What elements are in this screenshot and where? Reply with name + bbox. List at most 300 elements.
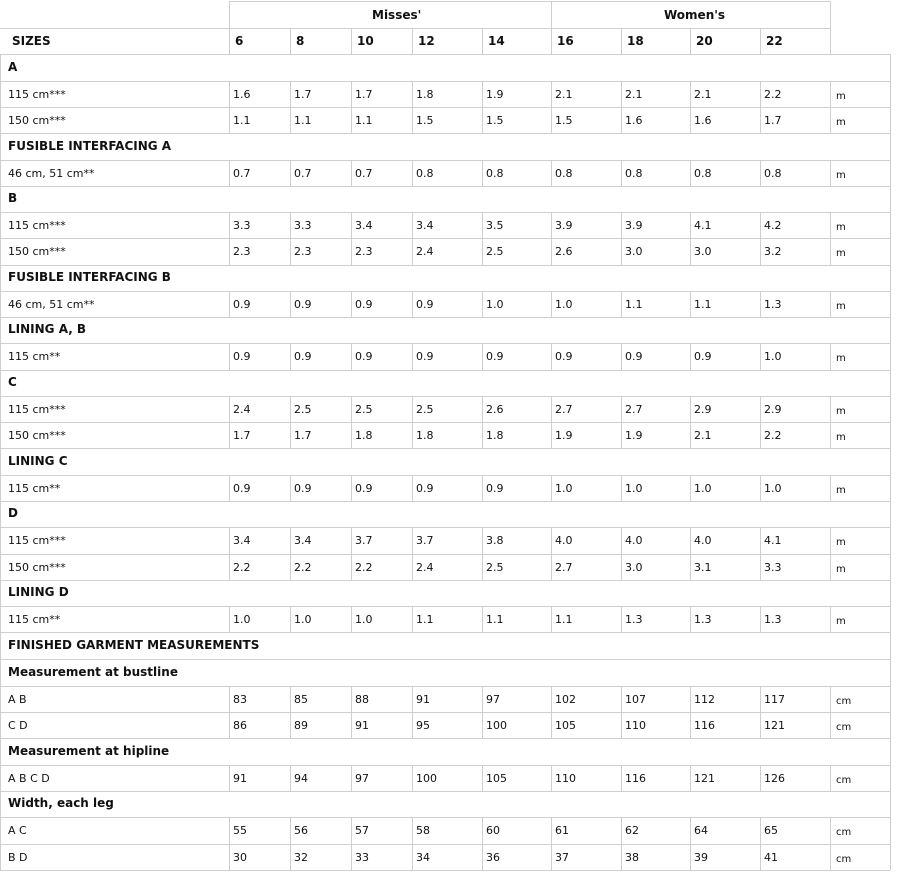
table-cell-value: 0.8	[625, 167, 643, 180]
table-cell-value: 3.4	[416, 219, 434, 232]
grid-line	[551, 606, 552, 632]
table-cell-value: 1.0	[294, 613, 312, 626]
table-cell-value: 4.0	[694, 534, 712, 547]
table-cell-value: 1.7	[355, 88, 373, 101]
table-cell-value: 3.2	[764, 245, 782, 258]
unit-label: m	[836, 117, 846, 128]
grid-line	[760, 606, 761, 632]
grid-line	[412, 422, 413, 448]
grid-line	[830, 107, 831, 133]
grid-line	[351, 212, 352, 238]
unit-label: m	[836, 248, 846, 259]
grid-line	[830, 238, 831, 265]
unit-label: cm	[836, 775, 852, 786]
section-heading: Width, each leg	[8, 796, 114, 810]
grid-line	[830, 212, 831, 238]
grid-line	[290, 291, 291, 317]
table-cell-value: 3.3	[233, 219, 251, 232]
grid-line	[482, 343, 483, 370]
table-cell-value: 100	[416, 772, 437, 785]
grid-line	[229, 527, 230, 554]
grid-line	[690, 238, 691, 265]
grid-line	[690, 396, 691, 422]
table-cell-value: 1.0	[486, 298, 504, 311]
grid-line	[760, 291, 761, 317]
table-cell-value: 4.0	[625, 534, 643, 547]
grid-line	[760, 712, 761, 738]
grid-line	[412, 28, 413, 54]
row-label: B D	[8, 851, 28, 864]
table-cell-value: 2.2	[764, 429, 782, 442]
grid-line	[482, 527, 483, 554]
table-cell-value: 0.9	[294, 350, 312, 363]
table-cell-value: 97	[355, 772, 369, 785]
grid-line	[690, 712, 691, 738]
section-heading: C	[8, 375, 17, 389]
table-cell-value: 0.9	[486, 482, 504, 495]
table-cell-value: 64	[694, 824, 708, 837]
grid-line	[290, 238, 291, 265]
grid-line	[0, 370, 890, 371]
grid-line	[0, 738, 890, 739]
table-cell-value: 0.9	[694, 350, 712, 363]
table-cell-value: 60	[486, 824, 500, 837]
table-cell-value: 56	[294, 824, 308, 837]
grid-line	[760, 396, 761, 422]
row-label: 46 cm, 51 cm**	[8, 298, 95, 311]
grid-line	[290, 765, 291, 791]
grid-line	[621, 686, 622, 712]
table-cell-value: 1.0	[233, 613, 251, 626]
grid-line	[482, 238, 483, 265]
table-cell-value: 1.5	[555, 114, 573, 127]
table-cell-value: 0.9	[416, 482, 434, 495]
table-cell-value: 3.1	[694, 561, 712, 574]
table-cell-value: 2.5	[294, 403, 312, 416]
grid-line	[351, 160, 352, 186]
grid-line	[229, 81, 230, 107]
size-header: 6	[235, 34, 244, 48]
table-cell-value: 62	[625, 824, 639, 837]
table-cell-value: 0.9	[294, 482, 312, 495]
grid-line	[621, 160, 622, 186]
table-cell-value: 1.3	[764, 613, 782, 626]
table-cell-value: 0.9	[355, 350, 373, 363]
table-cell-value: 2.1	[694, 429, 712, 442]
table-cell-value: 0.9	[555, 350, 573, 363]
table-cell-value: 1.0	[555, 482, 573, 495]
table-cell-value: 0.8	[416, 167, 434, 180]
grid-line	[412, 686, 413, 712]
table-cell-value: 116	[694, 719, 715, 732]
grid-line	[482, 475, 483, 501]
grid-line	[351, 844, 352, 870]
grid-line	[690, 81, 691, 107]
table-cell-value: 58	[416, 824, 430, 837]
table-cell-value: 105	[486, 772, 507, 785]
sizes-label: SIZES	[12, 34, 51, 48]
grid-line	[760, 554, 761, 580]
table-cell-value: 0.9	[233, 298, 251, 311]
table-cell-value: 117	[764, 693, 785, 706]
table-cell-value: 2.2	[294, 561, 312, 574]
table-cell-value: 1.0	[764, 350, 782, 363]
table-cell-value: 1.1	[355, 114, 373, 127]
grid-line	[229, 422, 230, 448]
grid-line	[621, 238, 622, 265]
grid-line	[229, 1, 830, 2]
row-label: C D	[8, 719, 28, 732]
grid-line	[690, 554, 691, 580]
grid-line	[482, 291, 483, 317]
grid-line	[412, 475, 413, 501]
section-heading: Measurement at hipline	[8, 744, 170, 758]
grid-line	[290, 107, 291, 133]
grid-line	[0, 133, 890, 134]
grid-line	[830, 606, 831, 632]
table-cell-value: 1.9	[625, 429, 643, 442]
table-cell-value: 116	[625, 772, 646, 785]
table-cell-value: 2.2	[233, 561, 251, 574]
grid-line	[0, 501, 890, 502]
table-cell-value: 86	[233, 719, 247, 732]
grid-line	[760, 422, 761, 448]
grid-line	[229, 291, 230, 317]
grid-line	[0, 448, 890, 449]
size-header: 14	[488, 34, 505, 48]
table-cell-value: 4.1	[764, 534, 782, 547]
grid-line	[290, 81, 291, 107]
grid-line	[351, 343, 352, 370]
grid-line	[621, 712, 622, 738]
table-cell-value: 32	[294, 851, 308, 864]
grid-line	[621, 554, 622, 580]
grid-line	[0, 81, 890, 82]
table-cell-value: 110	[555, 772, 576, 785]
size-header: 18	[627, 34, 644, 48]
grid-line	[0, 317, 890, 318]
table-cell-value: 91	[416, 693, 430, 706]
row-label: A B C D	[8, 772, 50, 785]
grid-line	[551, 422, 552, 448]
grid-line	[760, 28, 761, 54]
grid-line	[412, 212, 413, 238]
table-cell-value: 3.7	[416, 534, 434, 547]
table-cell-value: 121	[694, 772, 715, 785]
table-cell-value: 100	[486, 719, 507, 732]
table-cell-value: 1.7	[764, 114, 782, 127]
grid-line	[412, 396, 413, 422]
unit-label: m	[836, 91, 846, 102]
table-cell-value: 2.5	[355, 403, 373, 416]
table-cell-value: 0.9	[233, 350, 251, 363]
grid-line	[412, 712, 413, 738]
grid-line	[290, 396, 291, 422]
table-cell-value: 0.9	[355, 482, 373, 495]
row-label: 150 cm***	[8, 429, 66, 442]
grid-line	[412, 81, 413, 107]
grid-line	[760, 160, 761, 186]
grid-line	[351, 712, 352, 738]
table-cell-value: 1.6	[694, 114, 712, 127]
table-cell-value: 3.9	[555, 219, 573, 232]
table-cell-value: 1.0	[355, 613, 373, 626]
table-cell-value: 41	[764, 851, 778, 864]
unit-label: m	[836, 353, 846, 364]
grid-line	[551, 107, 552, 133]
grid-line	[0, 554, 890, 555]
table-cell-value: 3.4	[355, 219, 373, 232]
grid-line	[0, 765, 890, 766]
grid-line	[290, 475, 291, 501]
table-cell-value: 1.8	[355, 429, 373, 442]
grid-line	[690, 212, 691, 238]
unit-label: m	[836, 170, 846, 181]
grid-line	[690, 527, 691, 554]
table-cell-value: 2.2	[355, 561, 373, 574]
table-cell-value: 2.4	[416, 245, 434, 258]
size-header: 8	[296, 34, 305, 48]
table-cell-value: 0.9	[355, 298, 373, 311]
table-cell-value: 1.0	[694, 482, 712, 495]
grid-line	[551, 160, 552, 186]
grid-line	[412, 844, 413, 870]
table-cell-value: 1.5	[486, 114, 504, 127]
grid-line	[412, 343, 413, 370]
grid-line	[621, 765, 622, 791]
table-cell-value: 0.8	[764, 167, 782, 180]
table-cell-value: 2.1	[625, 88, 643, 101]
table-cell-value: 2.7	[555, 561, 573, 574]
table-cell-value: 3.7	[355, 534, 373, 547]
grid-line	[351, 686, 352, 712]
grid-line	[830, 396, 831, 422]
grid-line	[290, 817, 291, 844]
grid-line	[229, 238, 230, 265]
grid-line	[0, 606, 890, 607]
grid-line	[551, 343, 552, 370]
grid-line	[229, 606, 230, 632]
grid-line	[760, 765, 761, 791]
table-cell-value: 33	[355, 851, 369, 864]
grid-line	[229, 107, 230, 133]
table-cell-value: 126	[764, 772, 785, 785]
grid-line	[621, 475, 622, 501]
table-cell-value: 2.9	[764, 403, 782, 416]
grid-line	[621, 291, 622, 317]
grid-line	[482, 712, 483, 738]
grid-line	[412, 765, 413, 791]
grid-line	[412, 527, 413, 554]
grid-line	[760, 238, 761, 265]
group-header-misses: Misses'	[372, 8, 422, 22]
section-heading: A	[8, 60, 18, 74]
grid-line	[551, 712, 552, 738]
grid-line	[0, 712, 890, 713]
table-cell-value: 0.8	[555, 167, 573, 180]
grid-line	[0, 54, 890, 55]
grid-line	[890, 54, 891, 870]
grid-line	[551, 844, 552, 870]
size-header: 22	[766, 34, 783, 48]
row-label: 150 cm***	[8, 114, 66, 127]
table-cell-value: 1.8	[416, 429, 434, 442]
grid-line	[690, 765, 691, 791]
grid-line	[621, 107, 622, 133]
table-cell-value: 1.1	[294, 114, 312, 127]
table-cell-value: 3.9	[625, 219, 643, 232]
table-cell-value: 3.3	[764, 561, 782, 574]
grid-line	[0, 686, 890, 687]
grid-line	[760, 343, 761, 370]
grid-line	[482, 765, 483, 791]
grid-line	[690, 686, 691, 712]
grid-line	[551, 475, 552, 501]
grid-line	[760, 107, 761, 133]
grid-line	[690, 817, 691, 844]
grid-line	[0, 265, 890, 266]
grid-line	[0, 527, 890, 528]
row-label: 115 cm**	[8, 350, 61, 363]
size-header: 16	[557, 34, 574, 48]
grid-line	[412, 291, 413, 317]
table-cell-value: 1.1	[416, 613, 434, 626]
table-cell-value: 88	[355, 693, 369, 706]
grid-line	[830, 1, 831, 54]
table-cell-value: 37	[555, 851, 569, 864]
grid-line	[412, 107, 413, 133]
grid-line	[0, 54, 1, 870]
row-label: 115 cm***	[8, 403, 66, 416]
grid-line	[0, 238, 890, 239]
grid-line	[760, 527, 761, 554]
table-cell-value: 83	[233, 693, 247, 706]
table-cell-value: 0.9	[294, 298, 312, 311]
table-cell-value: 2.9	[694, 403, 712, 416]
table-cell-value: 2.4	[233, 403, 251, 416]
grid-line	[351, 554, 352, 580]
grid-line	[0, 580, 890, 581]
table-cell-value: 0.9	[625, 350, 643, 363]
grid-line	[760, 686, 761, 712]
grid-line	[482, 844, 483, 870]
table-cell-value: 1.1	[555, 613, 573, 626]
grid-line	[551, 212, 552, 238]
grid-line	[229, 343, 230, 370]
table-cell-value: 2.1	[694, 88, 712, 101]
grid-line	[351, 291, 352, 317]
row-label: A B	[8, 693, 27, 706]
grid-line	[830, 527, 831, 554]
table-cell-value: 1.0	[555, 298, 573, 311]
row-label: 115 cm***	[8, 88, 66, 101]
table-cell-value: 0.7	[233, 167, 251, 180]
size-header: 20	[696, 34, 713, 48]
grid-line	[351, 28, 352, 54]
table-cell-value: 30	[233, 851, 247, 864]
table-cell-value: 2.3	[355, 245, 373, 258]
table-cell-value: 3.3	[294, 219, 312, 232]
section-heading: FUSIBLE INTERFACING B	[8, 270, 171, 284]
unit-label: cm	[836, 722, 852, 733]
grid-line	[412, 817, 413, 844]
table-cell-value: 1.9	[486, 88, 504, 101]
grid-line	[229, 712, 230, 738]
grid-line	[830, 817, 831, 844]
table-cell-value: 4.1	[694, 219, 712, 232]
section-heading: FINISHED GARMENT MEASUREMENTS	[8, 638, 260, 652]
table-cell-value: 3.0	[625, 561, 643, 574]
grid-line	[760, 212, 761, 238]
unit-label: m	[836, 301, 846, 312]
table-cell-value: 112	[694, 693, 715, 706]
grid-line	[551, 396, 552, 422]
table-cell-value: 1.1	[625, 298, 643, 311]
grid-line	[351, 422, 352, 448]
grid-line	[229, 160, 230, 186]
grid-line	[0, 343, 890, 344]
table-cell-value: 61	[555, 824, 569, 837]
grid-line	[290, 844, 291, 870]
size-header: 10	[357, 34, 374, 48]
table-cell-value: 2.4	[416, 561, 434, 574]
table-cell-value: 1.0	[764, 482, 782, 495]
table-cell-value: 0.7	[294, 167, 312, 180]
table-cell-value: 55	[233, 824, 247, 837]
table-cell-value: 94	[294, 772, 308, 785]
unit-label: m	[836, 432, 846, 443]
table-cell-value: 2.3	[233, 245, 251, 258]
row-label: 115 cm**	[8, 613, 61, 626]
table-cell-value: 4.0	[555, 534, 573, 547]
grid-line	[0, 212, 890, 213]
unit-label: cm	[836, 827, 852, 838]
table-cell-value: 2.6	[555, 245, 573, 258]
table-cell-value: 1.3	[625, 613, 643, 626]
grid-line	[621, 81, 622, 107]
grid-line	[690, 107, 691, 133]
grid-line	[482, 606, 483, 632]
grid-line	[760, 475, 761, 501]
table-cell-value: 1.1	[694, 298, 712, 311]
table-cell-value: 0.9	[486, 350, 504, 363]
grid-line	[0, 844, 890, 845]
grid-line	[621, 396, 622, 422]
row-label: 115 cm***	[8, 534, 66, 547]
section-heading: LINING C	[8, 454, 68, 468]
table-cell-value: 85	[294, 693, 308, 706]
table-cell-value: 1.6	[625, 114, 643, 127]
section-heading: Measurement at bustline	[8, 665, 178, 679]
table-cell-value: 34	[416, 851, 430, 864]
grid-line	[830, 712, 831, 738]
table-cell-value: 39	[694, 851, 708, 864]
grid-line	[0, 160, 890, 161]
grid-line	[830, 81, 831, 107]
grid-line	[482, 212, 483, 238]
table-cell-value: 36	[486, 851, 500, 864]
grid-line	[690, 844, 691, 870]
grid-line	[760, 844, 761, 870]
grid-line	[830, 291, 831, 317]
grid-line	[621, 422, 622, 448]
grid-line	[690, 291, 691, 317]
grid-line	[229, 686, 230, 712]
row-label: A C	[8, 824, 27, 837]
grid-line	[621, 606, 622, 632]
grid-line	[830, 765, 831, 791]
grid-line	[290, 712, 291, 738]
